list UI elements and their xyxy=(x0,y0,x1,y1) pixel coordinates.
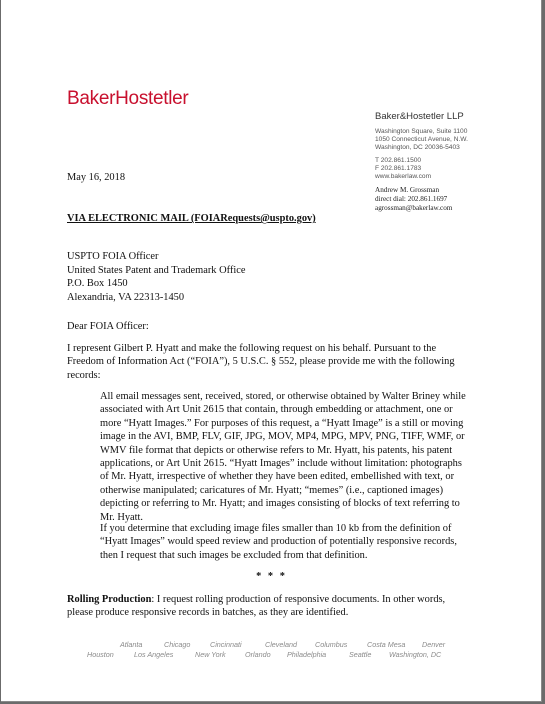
address-line-1: Washington Square, Suite 1100 xyxy=(375,128,468,135)
letter-date: May 16, 2018 xyxy=(67,172,126,183)
office-philadelphia: Philadelphia xyxy=(287,650,327,659)
rolling-production-text: : I request rolling production of responsive documents. In other words, please produce responsive records in batches, as they are identified. xyxy=(67,594,446,619)
addressee-line-2: United States Patent and Trademark Office xyxy=(67,264,246,276)
office-los-angeles: Los Angeles xyxy=(134,650,174,659)
attorney-email: agrossman@bakerlaw.com xyxy=(375,203,453,212)
office-cincinnati: Cincinnati xyxy=(210,640,242,649)
intro-paragraph: I represent Gilbert P. Hyatt and make the following request on his behalf. Pursuant to the Freedom of Information Act (“FOIA”), 5 U.S.C. § 552, please provide me with the following records: xyxy=(67,343,455,381)
exclusion-paragraph: If you determine that excluding image files smaller than 10 kb from the definition of “Hyatt Images” would speed review and production of potentially responsive records, then I request that such images be excluded from that definition. xyxy=(100,523,457,561)
delivery-method: VIA ELECTRONIC MAIL (FOIARequests@uspto.gov) xyxy=(67,213,316,224)
letter-page xyxy=(1,0,542,702)
request-paragraph: All email messages sent, received, stored, or otherwise obtained by Walter Briney while associated with Art Unit 2615 that contain, through embedding or attachment, one or more “Hyatt Images.” For purposes of this request, a “Hyatt Image” is a still or moving image in the AVI, BMP, FLV, GIF, JPG, MOV, MP4, MPG, MPV, PNG, TIFF, WMF, or WMV file format that depicts or otherwise refers to Mr. Hyatt, his patents, his patent applications, or Art Unit 2615. “Hyatt Images” include without limitation: photographs of Mr. Hyatt, irrespective of whether they have been edited, embellished with text, or otherwise manipulated; caricatures of Mr. Hyatt; “memes” (i.e., captioned images) depicting or referring to Mr. Hyatt; and images consisting of blocks of text referring to Mr. Hyatt. xyxy=(100,391,466,523)
firm-fax: F 202.861.1783 xyxy=(375,165,422,172)
address-line-2: 1050 Connecticut Avenue, N.W. xyxy=(375,136,468,143)
firm-phone: T 202.861.1500 xyxy=(375,157,422,164)
office-chicago: Chicago xyxy=(164,640,191,649)
office-houston: Houston xyxy=(87,650,114,659)
firm-website: www.bakerlaw.com xyxy=(375,173,432,180)
office-denver: Denver xyxy=(422,640,446,649)
addressee-block xyxy=(67,250,245,304)
firm-address-block xyxy=(375,111,468,181)
office-seattle: Seattle xyxy=(349,650,372,659)
firm-name: Baker&Hostetler LLP xyxy=(375,111,464,122)
addressee-line-4: Alexandria, VA 22313-1450 xyxy=(67,291,185,303)
rolling-production-heading: Rolling Production xyxy=(67,594,152,605)
address-line-3: Washington, DC 20036-5403 xyxy=(375,144,460,151)
addressee-line-3: P.O. Box 1450 xyxy=(67,278,128,289)
office-new-york: New York xyxy=(195,650,226,659)
office-atlanta: Atlanta xyxy=(120,640,143,649)
office-columbus: Columbus xyxy=(315,640,348,649)
rolling-production-paragraph xyxy=(67,593,471,620)
office-costa-mesa: Costa Mesa xyxy=(367,640,406,649)
office-washington-dc: Washington, DC xyxy=(389,650,442,659)
attorney-block xyxy=(375,186,452,212)
salutation: Dear FOIA Officer: xyxy=(67,321,149,332)
section-separator: * * * xyxy=(256,571,287,582)
attorney-direct-dial: direct dial: 202.861.1697 xyxy=(375,194,448,203)
office-cleveland: Cleveland xyxy=(265,640,297,649)
attorney-name: Andrew M. Grossman xyxy=(375,186,440,194)
firm-logo: BakerHostetler xyxy=(67,88,189,109)
addressee-line-1: USPTO FOIA Officer xyxy=(67,251,159,262)
office-orlando: Orlando xyxy=(245,650,271,659)
